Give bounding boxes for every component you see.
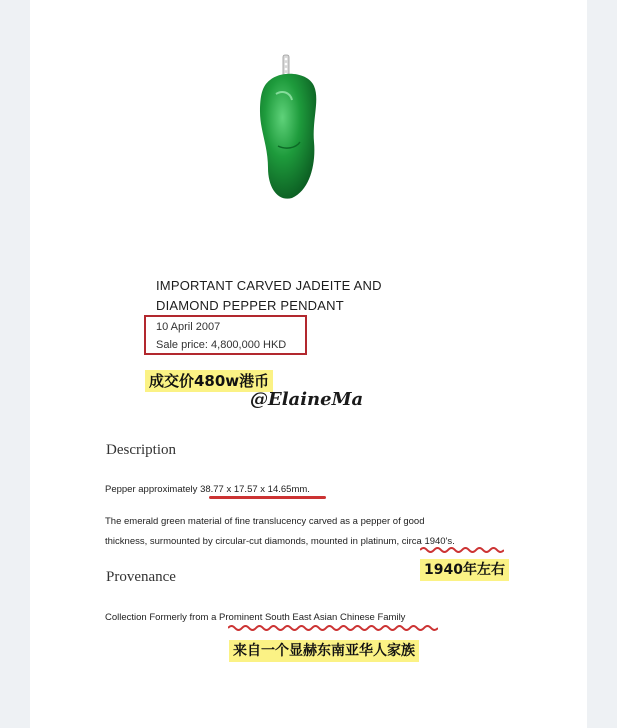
sale-date: 10 April 2007 <box>156 321 221 333</box>
era-text: circa 1940's. <box>401 536 455 547</box>
description-line1: The emerald green material of fine translucency carved as a pepper of good <box>105 516 425 527</box>
description-line2-main: thickness, surmounted by circular-cut diamonds, mounted in platinum, <box>105 536 402 547</box>
provenance-wavy-underline <box>228 624 438 632</box>
provenance-heading: Provenance <box>106 569 176 585</box>
size-line <box>105 484 310 495</box>
size-value: 38.77 x 17.57 x 14.65mm. <box>200 484 310 495</box>
provenance-annotation: 来自一个显赫东南亚华人家族 <box>229 640 419 662</box>
provenance-prefix: Collection Formerly from <box>105 612 212 623</box>
watermark: @ElaineMa <box>250 389 364 410</box>
jade-pepper-pendant-image <box>230 50 350 210</box>
era-annotation: 1940年左右 <box>420 559 509 581</box>
lot-title <box>156 276 382 316</box>
provenance-text <box>105 612 405 623</box>
description-heading: Description <box>106 442 176 458</box>
era-wavy-underline <box>420 546 504 554</box>
description-line2 <box>105 536 455 547</box>
right-margin <box>587 0 617 728</box>
price-annotation: 成交价480w港币 <box>145 370 273 392</box>
provenance-highlight: a Prominent South East Asian Chinese Family <box>211 612 406 623</box>
left-margin <box>0 0 30 728</box>
size-prefix: Pepper approximately <box>105 484 201 495</box>
size-underline <box>209 496 326 499</box>
lot-title-line2: DIAMOND PEPPER PENDANT <box>156 298 344 313</box>
lot-title-line1: IMPORTANT CARVED JADEITE AND <box>156 278 382 293</box>
sale-price: Sale price: 4,800,000 HKD <box>156 339 287 351</box>
